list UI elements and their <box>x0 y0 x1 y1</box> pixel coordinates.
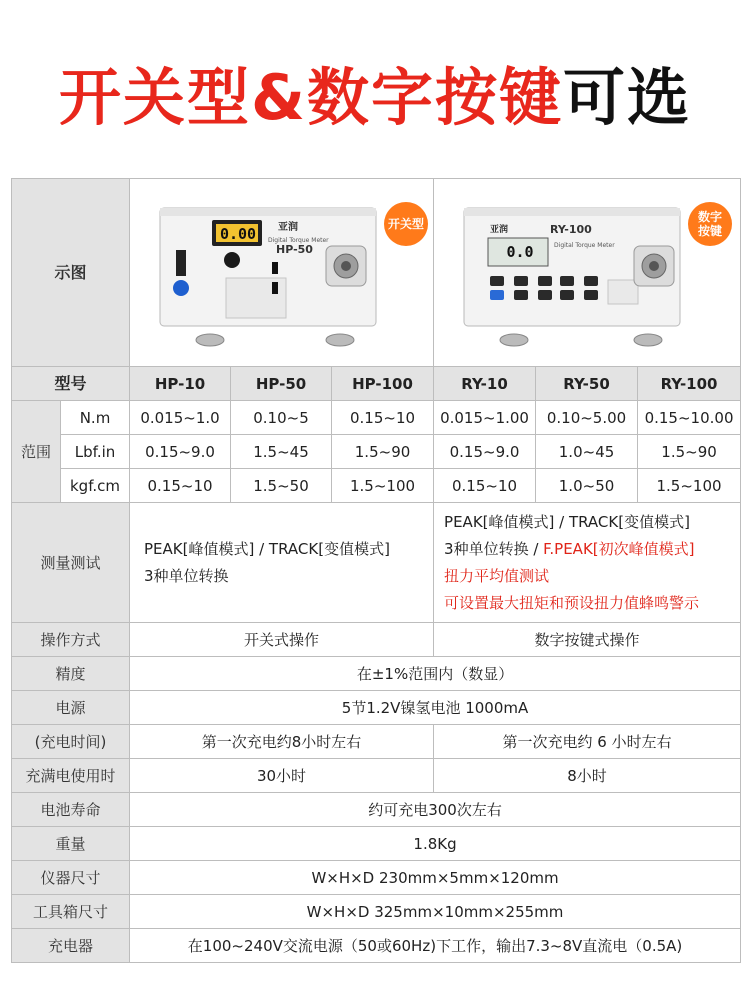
row-label-charge-time: (充电时间) <box>12 725 130 759</box>
range-unit: kgf.cm <box>61 469 130 503</box>
range-row-kgfcm <box>12 469 741 503</box>
size-value: W×H×D 230mm×5mm×120mm <box>130 861 741 895</box>
ry-measure-line: 扭力平均值测试 <box>444 566 550 585</box>
power-row <box>12 691 741 725</box>
hp-subtitle: Digital Torque Meter <box>268 236 329 244</box>
model-hp10: HP-10 <box>130 367 231 401</box>
full-use-row <box>12 759 741 793</box>
weight-value: 1.8Kg <box>130 827 741 861</box>
headline-red: 开关型&数字按键 <box>58 61 564 134</box>
ry-full-use: 8小时 <box>434 759 741 793</box>
ry-measure-line <box>444 536 740 563</box>
hp-operation: 开关式操作 <box>130 623 434 657</box>
range-unit: Lbf.in <box>61 435 130 469</box>
headline-black: 可选 <box>563 61 692 134</box>
row-label-measure: 测量测试 <box>12 503 130 623</box>
hp-measure-line: PEAK[峰值模式] / TRACK[变值模式] <box>144 539 390 558</box>
hp-device-image <box>130 180 433 366</box>
ry-subtitle: Digital Torque Meter <box>554 241 615 249</box>
range-value: 0.15~10 <box>434 469 536 503</box>
row-label-weight: 重量 <box>12 827 130 861</box>
ry-operation: 数字按键式操作 <box>434 623 741 657</box>
model-hp50: HP-50 <box>231 367 332 401</box>
model-ry10: RY-10 <box>434 367 536 401</box>
range-value: 1.5~50 <box>231 469 332 503</box>
hp-charge-time: 第一次充电约8小时左右 <box>130 725 434 759</box>
model-ry50: RY-50 <box>536 367 638 401</box>
hp-display-value: 0.00 <box>219 224 257 243</box>
case-size-value: W×H×D 325mm×10mm×255mm <box>130 895 741 929</box>
power-value: 5节1.2V镍氢电池 1000mA <box>130 691 741 725</box>
battery-life-row <box>12 793 741 827</box>
ry-measure <box>434 503 741 623</box>
range-unit: N.m <box>61 401 130 435</box>
image-row <box>12 179 741 367</box>
accuracy-value: 在±1%范围内（数显） <box>130 657 741 691</box>
range-value: 0.15~10.00 <box>638 401 741 435</box>
ry-charge-time: 第一次充电约 6 小时左右 <box>434 725 741 759</box>
battery-life-value: 约可充电300次左右 <box>130 793 741 827</box>
range-value: 1.0~45 <box>536 435 638 469</box>
row-label-image: 示图 <box>12 179 130 367</box>
range-value: 1.5~45 <box>231 435 332 469</box>
row-label-battery-life: 电池寿命 <box>12 793 130 827</box>
row-label-size: 仪器尺寸 <box>12 861 130 895</box>
row-label-model: 型号 <box>12 367 130 401</box>
measure-row <box>12 503 741 623</box>
range-value: 0.10~5.00 <box>536 401 638 435</box>
ry-badge-text: 数字按键 <box>698 209 723 238</box>
range-value: 0.15~10 <box>332 401 434 435</box>
case-size-row <box>12 895 741 929</box>
range-value: 1.5~90 <box>332 435 434 469</box>
hp-full-use: 30小时 <box>130 759 434 793</box>
ry-model: RY-100 <box>550 222 592 236</box>
range-value: 1.0~50 <box>536 469 638 503</box>
row-label-case-size: 工具箱尺寸 <box>12 895 130 929</box>
headline <box>0 58 750 138</box>
ry-measure-fpeak: F.PEAK[初次峰值模式] <box>543 539 695 558</box>
ry-measure-line: 可设置最大扭矩和预设扭力值蜂鸣警示 <box>444 593 700 612</box>
range-value: 1.5~90 <box>638 435 741 469</box>
ry-badge <box>688 202 732 246</box>
row-label-range: 范围 <box>12 401 61 503</box>
range-value: 0.10~5 <box>231 401 332 435</box>
range-value: 0.15~10 <box>130 469 231 503</box>
range-value: 1.5~100 <box>332 469 434 503</box>
range-value: 0.15~9.0 <box>434 435 536 469</box>
ry-device-image <box>434 180 740 366</box>
hp-brand: 亚润 <box>278 221 299 233</box>
zero-knob <box>224 252 240 268</box>
hp-measure-line: 3种单位转换 <box>144 566 229 585</box>
ry-display-value: 0.0 <box>506 242 534 261</box>
spec-table <box>11 178 741 963</box>
row-label-power: 电源 <box>12 691 130 725</box>
hp-badge <box>384 202 428 246</box>
ry-device-cell <box>434 179 741 367</box>
range-value: 0.015~1.0 <box>130 401 231 435</box>
model-ry100: RY-100 <box>638 367 741 401</box>
hp-device-cell <box>130 179 434 367</box>
ry-brand: 亚润 <box>490 224 509 235</box>
hp-measure <box>130 503 434 623</box>
charger-row <box>12 929 741 963</box>
row-label-operation: 操作方式 <box>12 623 130 657</box>
charge-time-row <box>12 725 741 759</box>
row-label-accuracy: 精度 <box>12 657 130 691</box>
range-value: 1.5~100 <box>638 469 741 503</box>
hp-model: HP-50 <box>276 242 313 256</box>
row-label-charger: 充电器 <box>12 929 130 963</box>
range-value: 0.015~1.00 <box>434 401 536 435</box>
range-row-lbfin <box>12 435 741 469</box>
size-row <box>12 861 741 895</box>
model-hp100: HP-100 <box>332 367 434 401</box>
accuracy-row <box>12 657 741 691</box>
hp-badge-text: 开关型 <box>388 216 425 231</box>
range-row-nm <box>12 401 741 435</box>
charger-value: 在100~240V交流电源（50或60Hz)下工作，输出7.3~8V直流电（0.5A) <box>130 929 741 963</box>
model-row <box>12 367 741 401</box>
weight-row <box>12 827 741 861</box>
ry-measure-units: 3种单位转换 / <box>444 539 544 558</box>
range-value: 0.15~9.0 <box>130 435 231 469</box>
ry-measure-line: PEAK[峰值模式] / TRACK[变值模式] <box>444 512 690 531</box>
operation-row <box>12 623 741 657</box>
row-label-full-use: 充满电使用时 <box>12 759 130 793</box>
